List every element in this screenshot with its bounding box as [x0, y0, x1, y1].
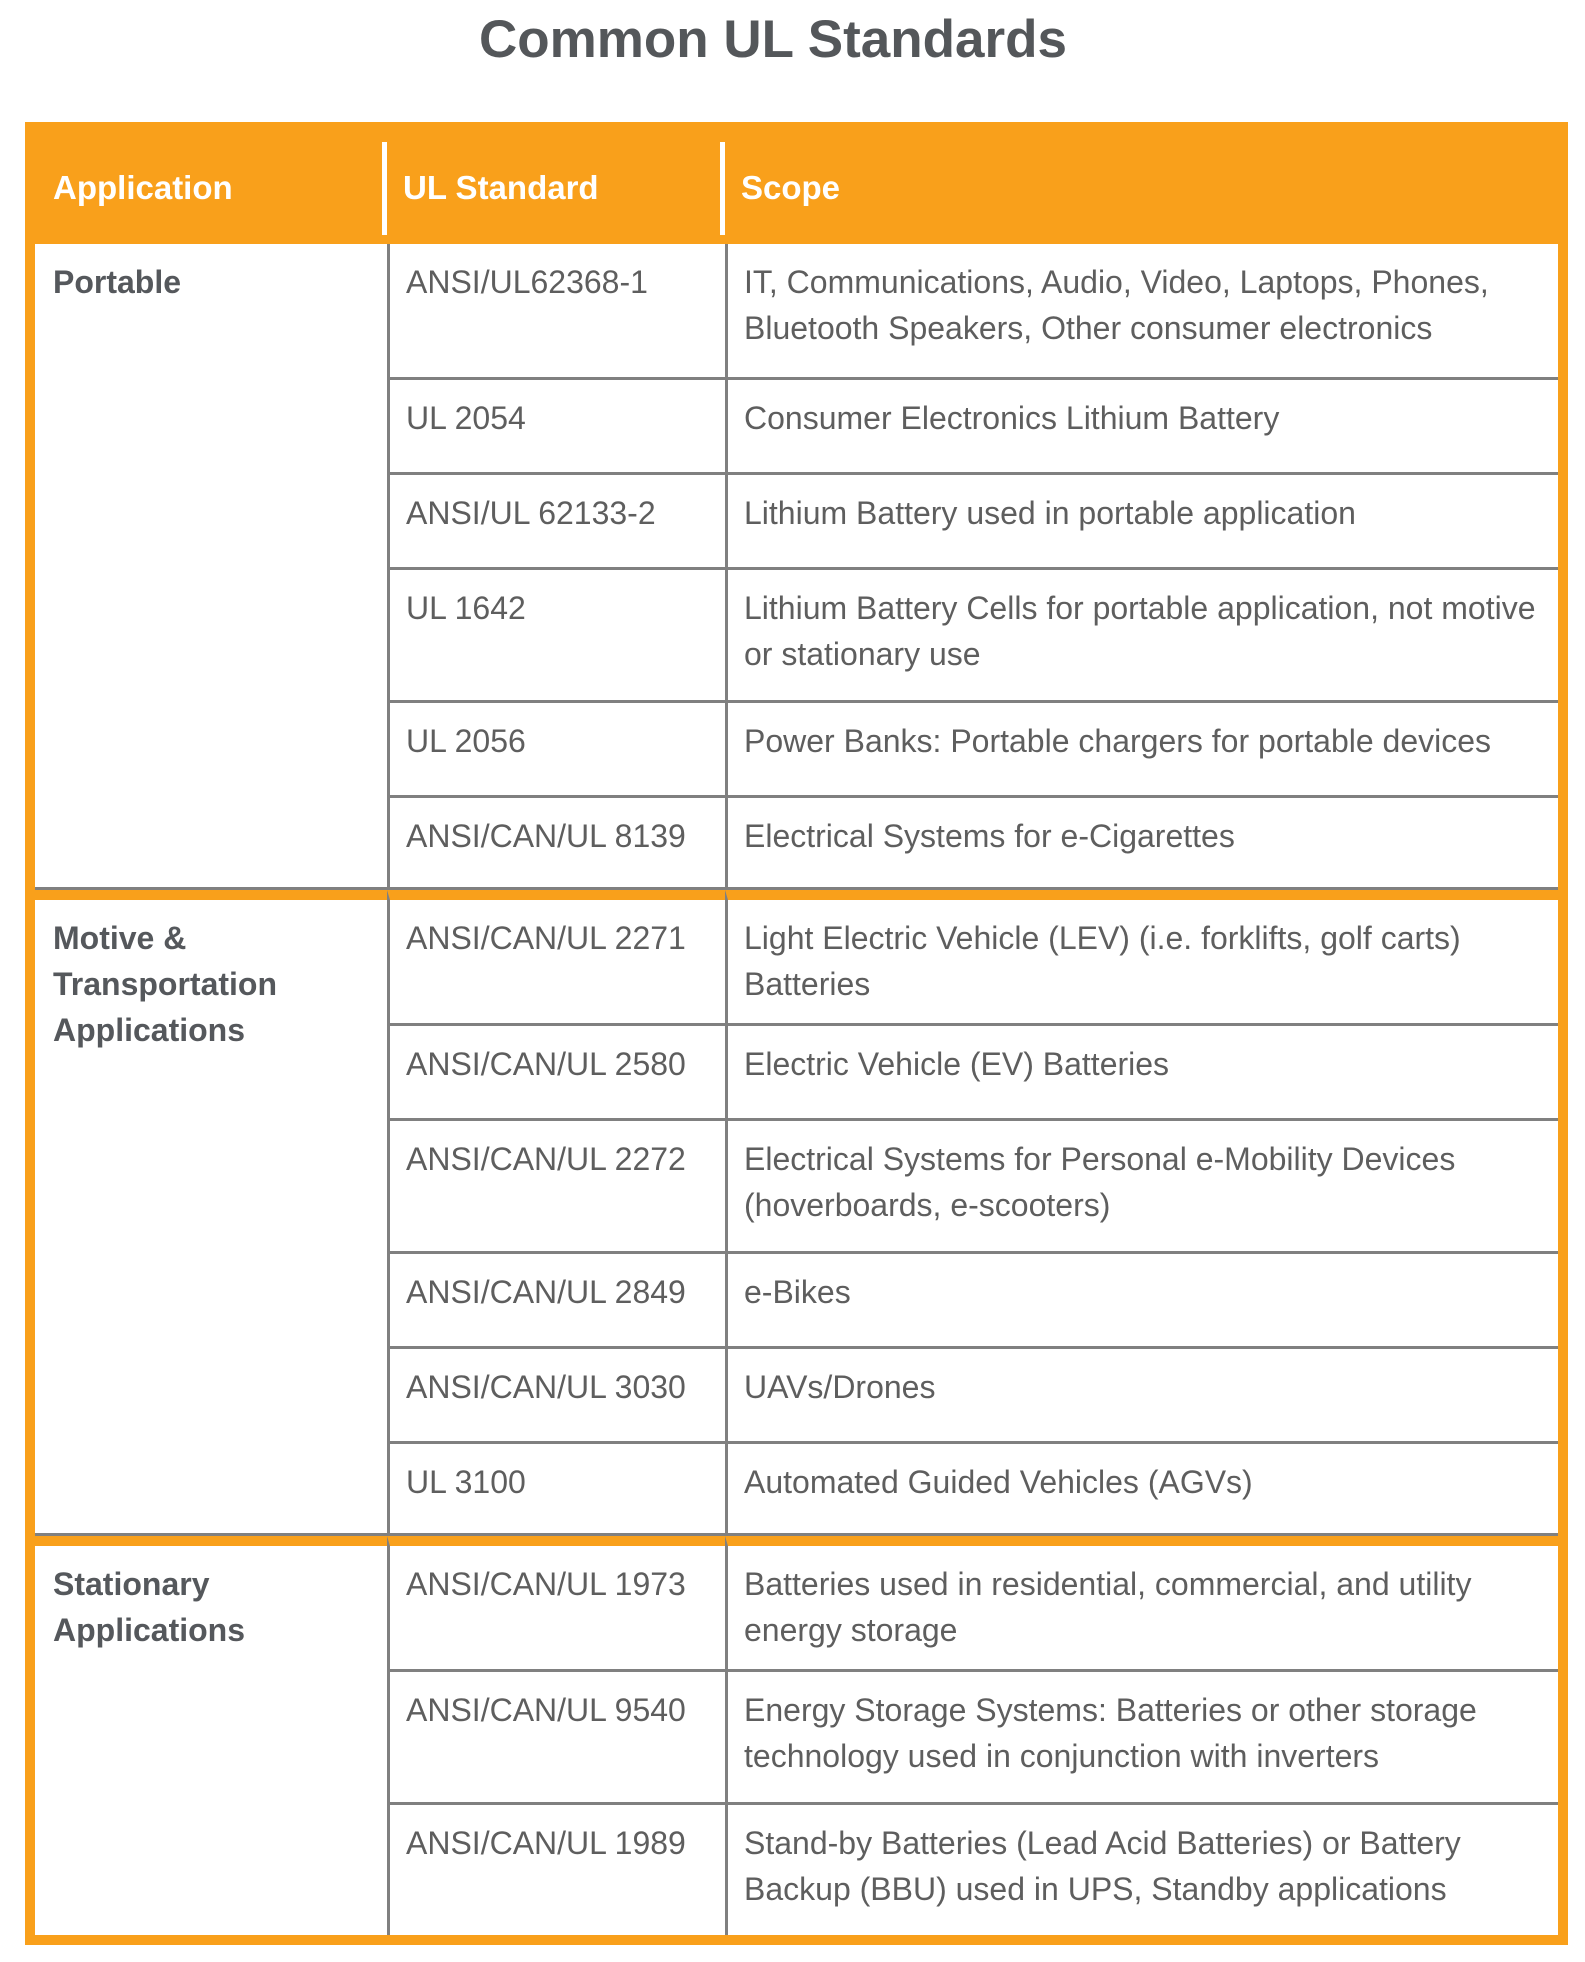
scope-cell: IT, Communications, Audio, Video, Laptops, Phones, Bluetooth Speakers, Other consumer electronics: [725, 244, 1558, 377]
scope-cell: Light Electric Vehicle (LEV) (i.e. forklifts, golf carts) Batteries: [725, 890, 1558, 1023]
table-row: [35, 890, 1558, 1023]
application-cell: Motive & Transportation Applications: [35, 890, 387, 1536]
scope-cell: Stand-by Batteries (Lead Acid Batteries) or Battery Backup (BBU) used in UPS, Standby applications: [725, 1802, 1558, 1935]
ul-standard-cell: UL 1642: [387, 567, 725, 700]
scope-cell: Electrical Systems for Personal e-Mobility Devices (hoverboards, e-scooters): [725, 1118, 1558, 1251]
table-row: [35, 1536, 1558, 1669]
ul-standard-cell: ANSI/CAN/UL 2849: [387, 1251, 725, 1346]
table-row: [35, 244, 1558, 377]
ul-standards-table: [25, 122, 1568, 1945]
scope-cell: Lithium Battery used in portable application: [725, 472, 1558, 567]
column-header-application: Application: [35, 132, 387, 244]
ul-standard-cell: ANSI/CAN/UL 2271: [387, 890, 725, 1023]
scope-cell: Power Banks: Portable chargers for portable devices: [725, 700, 1558, 795]
ul-standard-cell: UL 2056: [387, 700, 725, 795]
column-header-ul-standard: UL Standard: [387, 132, 725, 244]
application-cell: Portable: [35, 244, 387, 890]
ul-standard-cell: ANSI/UL 62133-2: [387, 472, 725, 567]
ul-standard-cell: ANSI/CAN/UL 8139: [387, 795, 725, 890]
column-header-scope: Scope: [725, 132, 1558, 244]
ul-standard-cell: ANSI/UL62368-1: [387, 244, 725, 377]
scope-cell: Energy Storage Systems: Batteries or other storage technology used in conjunction with inverters: [725, 1669, 1558, 1802]
scope-cell: Automated Guided Vehicles (AGVs): [725, 1441, 1558, 1536]
page-title: Common UL Standards: [479, 10, 1067, 69]
ul-standard-cell: ANSI/CAN/UL 2580: [387, 1023, 725, 1118]
ul-standard-cell: UL 2054: [387, 377, 725, 472]
scope-cell: UAVs/Drones: [725, 1346, 1558, 1441]
ul-standard-cell: ANSI/CAN/UL 9540: [387, 1669, 725, 1802]
ul-standard-cell: ANSI/CAN/UL 1973: [387, 1536, 725, 1669]
scope-cell: Lithium Battery Cells for portable application, not motive or stationary use: [725, 567, 1558, 700]
ul-standard-cell: ANSI/CAN/UL 2272: [387, 1118, 725, 1251]
scope-cell: Batteries used in residential, commercial, and utility energy storage: [725, 1536, 1558, 1669]
ul-standard-cell: ANSI/CAN/UL 1989: [387, 1802, 725, 1935]
application-cell: Stationary Applications: [35, 1536, 387, 1935]
scope-cell: e-Bikes: [725, 1251, 1558, 1346]
ul-standard-cell: UL 3100: [387, 1441, 725, 1536]
header-row: [35, 132, 1558, 244]
ul-standard-cell: ANSI/CAN/UL 3030: [387, 1346, 725, 1441]
scope-cell: Electrical Systems for e-Cigarettes: [725, 795, 1558, 890]
scope-cell: Consumer Electronics Lithium Battery: [725, 377, 1558, 472]
scope-cell: Electric Vehicle (EV) Batteries: [725, 1023, 1558, 1118]
